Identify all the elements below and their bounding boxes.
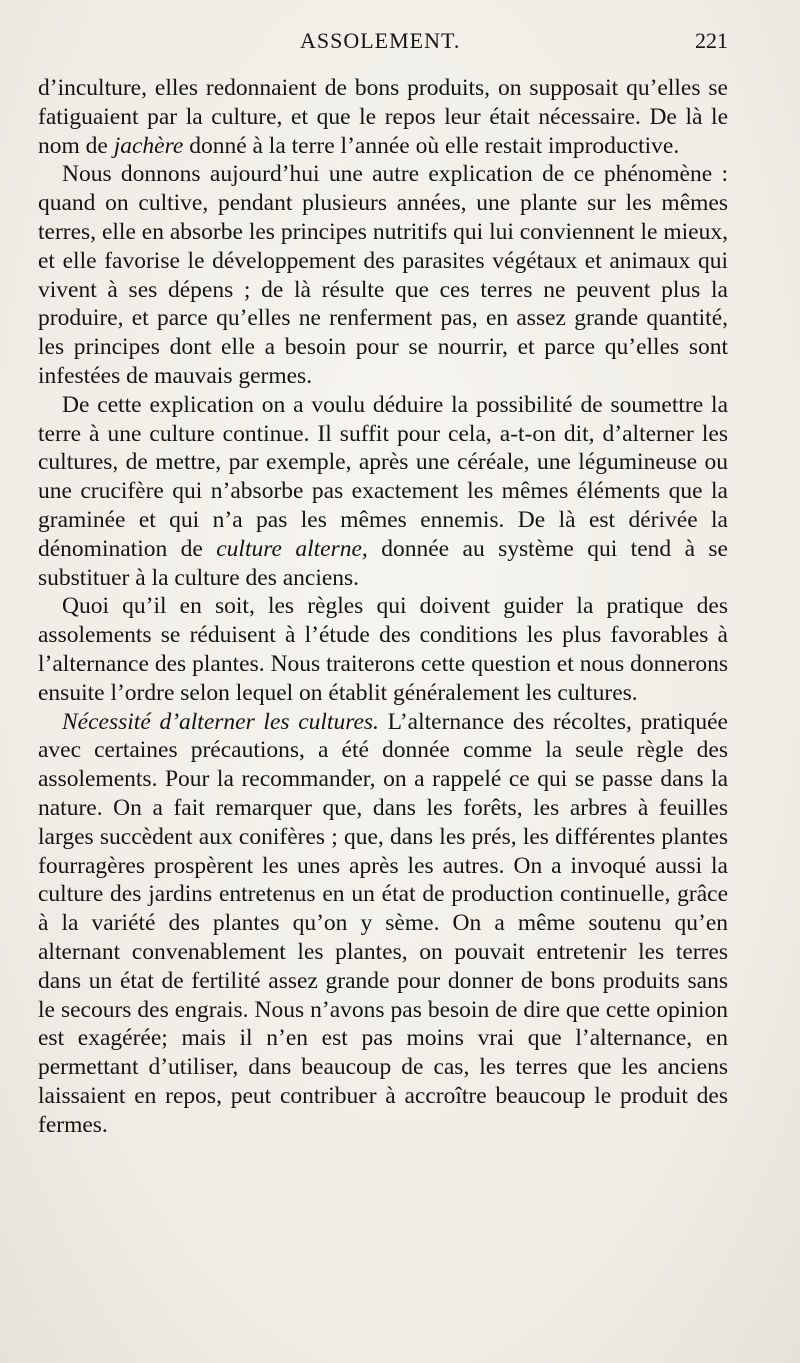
paragraph [38,74,728,160]
page-header [40,28,728,64]
paragraph [38,391,728,593]
italic-text: culture alterne, [216,535,368,562]
text-run: Quoi qu’il en soit, les règles qui doivent guider la pratique des assolements se réduisent à l’étude des conditions les plus favorables à l’alternance des plantes. Nous traiterons cette question et nous donnerons ensuite l’ordre selon lequel on établit généralement les cultures. [38,593,728,706]
text-run: De cette explication on a voulu déduire la possibilité de soumettre la terre à une culture continue. Il suffit pour cela, a-t-on dit, d’alterner les cultures, de mettre, par exemple, après une céréale, une légumineuse ou une crucifère qui n’absorbe pas exactement les mêmes éléments que la graminée et qui n’a pas les mêmes ennemis. De là est dérivée la dénomination de [38,391,728,562]
paragraph [38,708,728,1140]
paragraph [38,160,728,390]
text-run: d’inculture, elles redonnaient de bons produits, on supposait qu’elles se fatiguaient par la culture, et que le repos leur était nécessaire. De là le nom de [38,75,728,159]
text-run: donné à la terre l’année où elle restait improductive. [183,132,680,159]
page-number: 221 [695,28,728,53]
italic-text: Nécessité d’alterner les cultures. [62,708,379,735]
text-run: donnée au système qui tend à se substituer à la culture des anciens. [38,535,728,591]
text-run: Nous donnons aujourd’hui une autre explication de ce phénomène : quand on cultive, pendant plusieurs années, une plante sur les mêmes terres, elle en absorbe les principes nutritifs qui lui conviennent le mieux, et elle favorise le développement des parasites végétaux et animaux qui vivent à ses dépens ; de là résulte que ces terres ne peuvent plus la produire, et parce qu’elles ne renferment pas, en assez grande quantité, les principes dont elle a besoin pour se nourrir, et parce qu’elles sont infestées de mauvais germes. [38,161,728,389]
paragraph [38,592,728,707]
text-run: L’alternance des récoltes, pratiquée avec certaines précautions, a été donnée comme la seule règle des assolements. Pour la recommander, on a rappelé ce qui se passe dans la nature. On a fait remarquer que, dans les forêts, les arbres à feuilles larges succèdent aux conifères ; que, dans les prés, les différentes plantes fourragères prospèrent les unes après les autres. On a invoqué aussi la culture des jardins entretenus en un état de production continuelle, grâce à la variété des plantes qu’on y sème. On a même soutenu qu’en alternant convenablement les plantes, on pouvait entretenir les terres dans un état de fertilité assez grande pour donner de bons produits sans le secours des engrais. Nous n’avons pas besoin de dire que cette opinion est exagérée; mais il n’en est pas moins vrai que l’alternance, en permettant d’utiliser, dans beaucoup de cas, les terres que les anciens laissaient en repos, peut contribuer à accroître beaucoup le produit des fermes. [38,708,728,1138]
body-text [38,74,728,1139]
running-title: ASSOLEMENT. [300,28,461,53]
italic-text: jachère [113,132,184,159]
